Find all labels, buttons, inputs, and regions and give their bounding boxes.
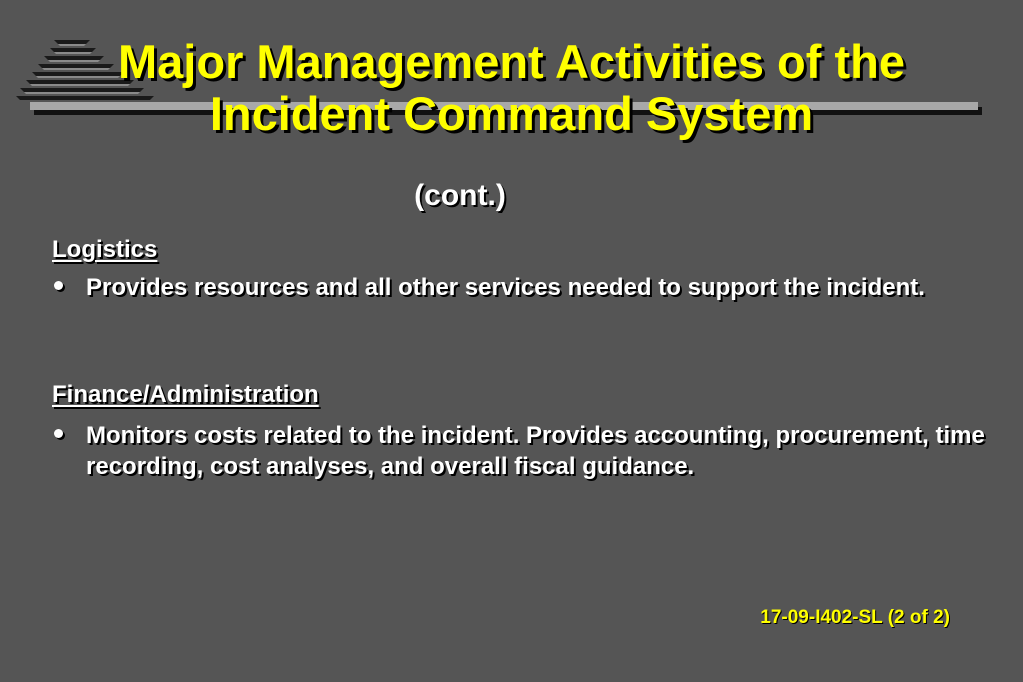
slide-footer-id: 17-09-I402-SL (2 of 2) <box>760 607 950 628</box>
bullet-text: Monitors costs related to the incident. Provides accounting, procurement, time recording, cost analyses, and overall fiscal guidance. <box>86 422 985 480</box>
section-heading-logistics: Logistics <box>52 236 158 263</box>
section-heading-finance-administration: Finance/Administration <box>52 381 319 408</box>
slide-title-line-1: Major Management Activities of the <box>118 35 905 88</box>
bullet-text: Provides resources and all other services needed to support the incident. <box>86 274 925 301</box>
slide-title <box>0 36 1023 140</box>
slide-subtitle: (cont.) <box>414 179 506 212</box>
bullet-dot-icon <box>54 281 63 290</box>
slide-title-line-2: Incident Command System <box>209 87 814 140</box>
bullet-dot-icon <box>54 429 63 438</box>
